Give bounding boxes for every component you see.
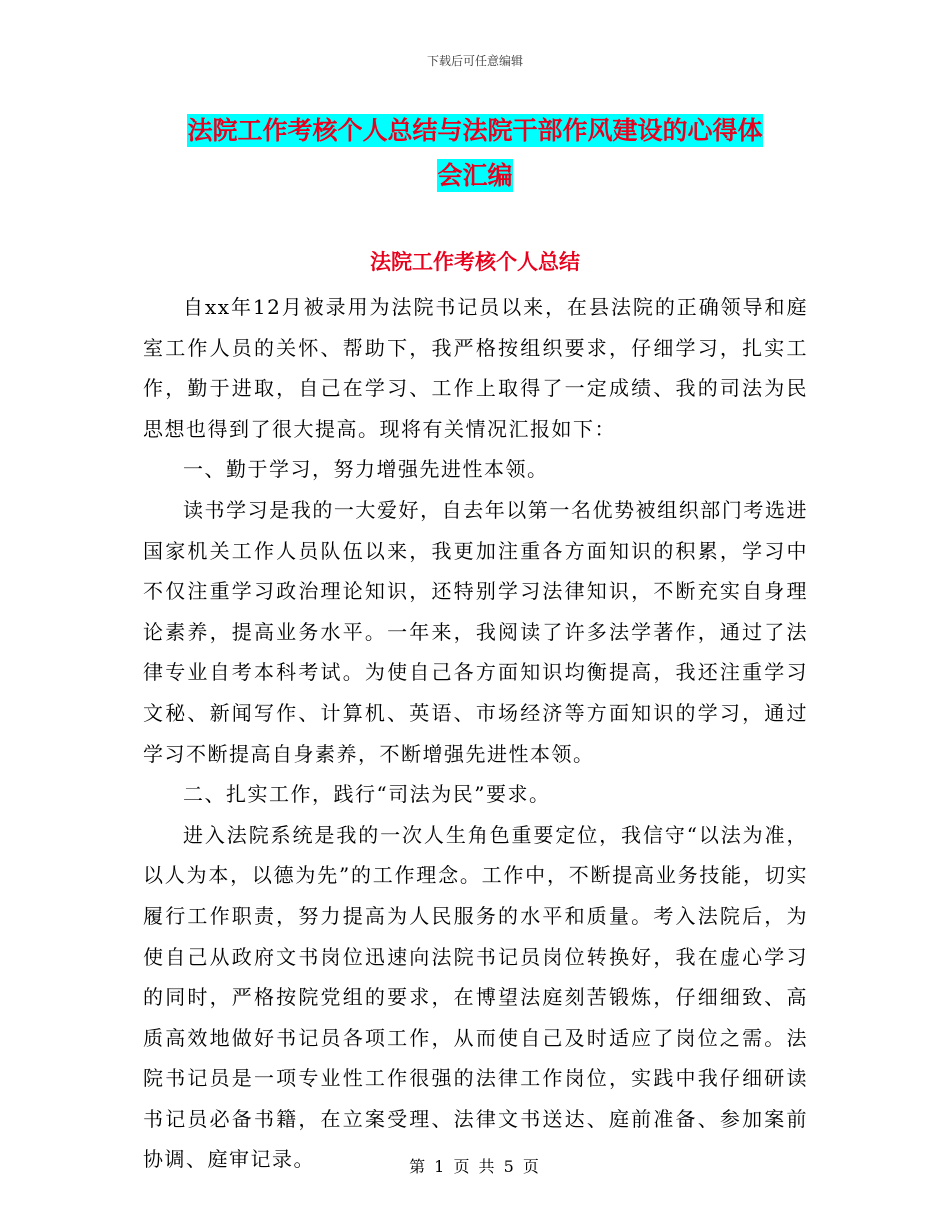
page-number: 第 1 页 共 5 页: [409, 1157, 541, 1176]
body-text: [143, 287, 808, 1180]
page-header-note: 下载后可任意编辑: [426, 54, 523, 68]
paragraph-study: 读书学习是我的一大爱好，自去年以第一名优势被组织部门考选进国家机关工作人员队伍以来，我更加注重各方面知识的积累，学习中不仅注重学习政治理论知识，还特别学习法律知识，不断充实自身理论素养，提高业务水平。一年来，我阅读了许多法学著作，通过了法律专业自考本科考试。为使自己各方面知识均衡提高，我还注重学习文秘、新闻写作、计算机、英语、市场经济等方面知识的学习，通过学习不断提高自身素养，不断增强先进性本领。: [143, 497, 808, 766]
paragraph-heading-1: 一、勤于学习，努力增强先进性本领。: [183, 457, 549, 482]
section-heading: 法院工作考核个人总结: [370, 250, 580, 274]
paragraph-heading-2: 二、扎实工作，践行“司法为民”要求。: [183, 782, 551, 807]
title-line-2: 会汇编: [437, 161, 513, 190]
document-title: [0, 108, 950, 198]
paragraph-work: 进入法院系统是我的一次人生角色重要定位，我信守“以法为准，以人为本，以德为先”的工作理念。工作中，不断提高业务技能，切实履行工作职责，努力提高为人民服务的水平和质量。考入法院后，为使自己从政府文书岗位迅速向法院书记员岗位转换好，我在虚心学习的同时，严格按院党组的要求，在博望法庭刻苦锻炼，仔细细致、高质高效地做好书记员各项工作，从而使自己及时适应了岗位之需。法院书记员是一项专业性工作很强的法律工作岗位，实践中我仔细研读书记员必备书籍，在立案受理、法律文书送达、庭前准备、参加案前协调、庭审记录。: [143, 822, 808, 1172]
title-line-1: 法院工作考核个人总结与法院干部作风建设的心得体: [187, 116, 763, 145]
paragraph-intro: 自xx年12月被录用为法院书记员以来，在县法院的正确领导和庭室工作人员的关怀、帮助下，我严格按组织要求，仔细学习，扎实工作，勤于进取，自己在学习、工作上取得了一定成绩、我的司法为民思想也得到了很大提高。现将有关情况汇报如下：: [143, 295, 808, 441]
